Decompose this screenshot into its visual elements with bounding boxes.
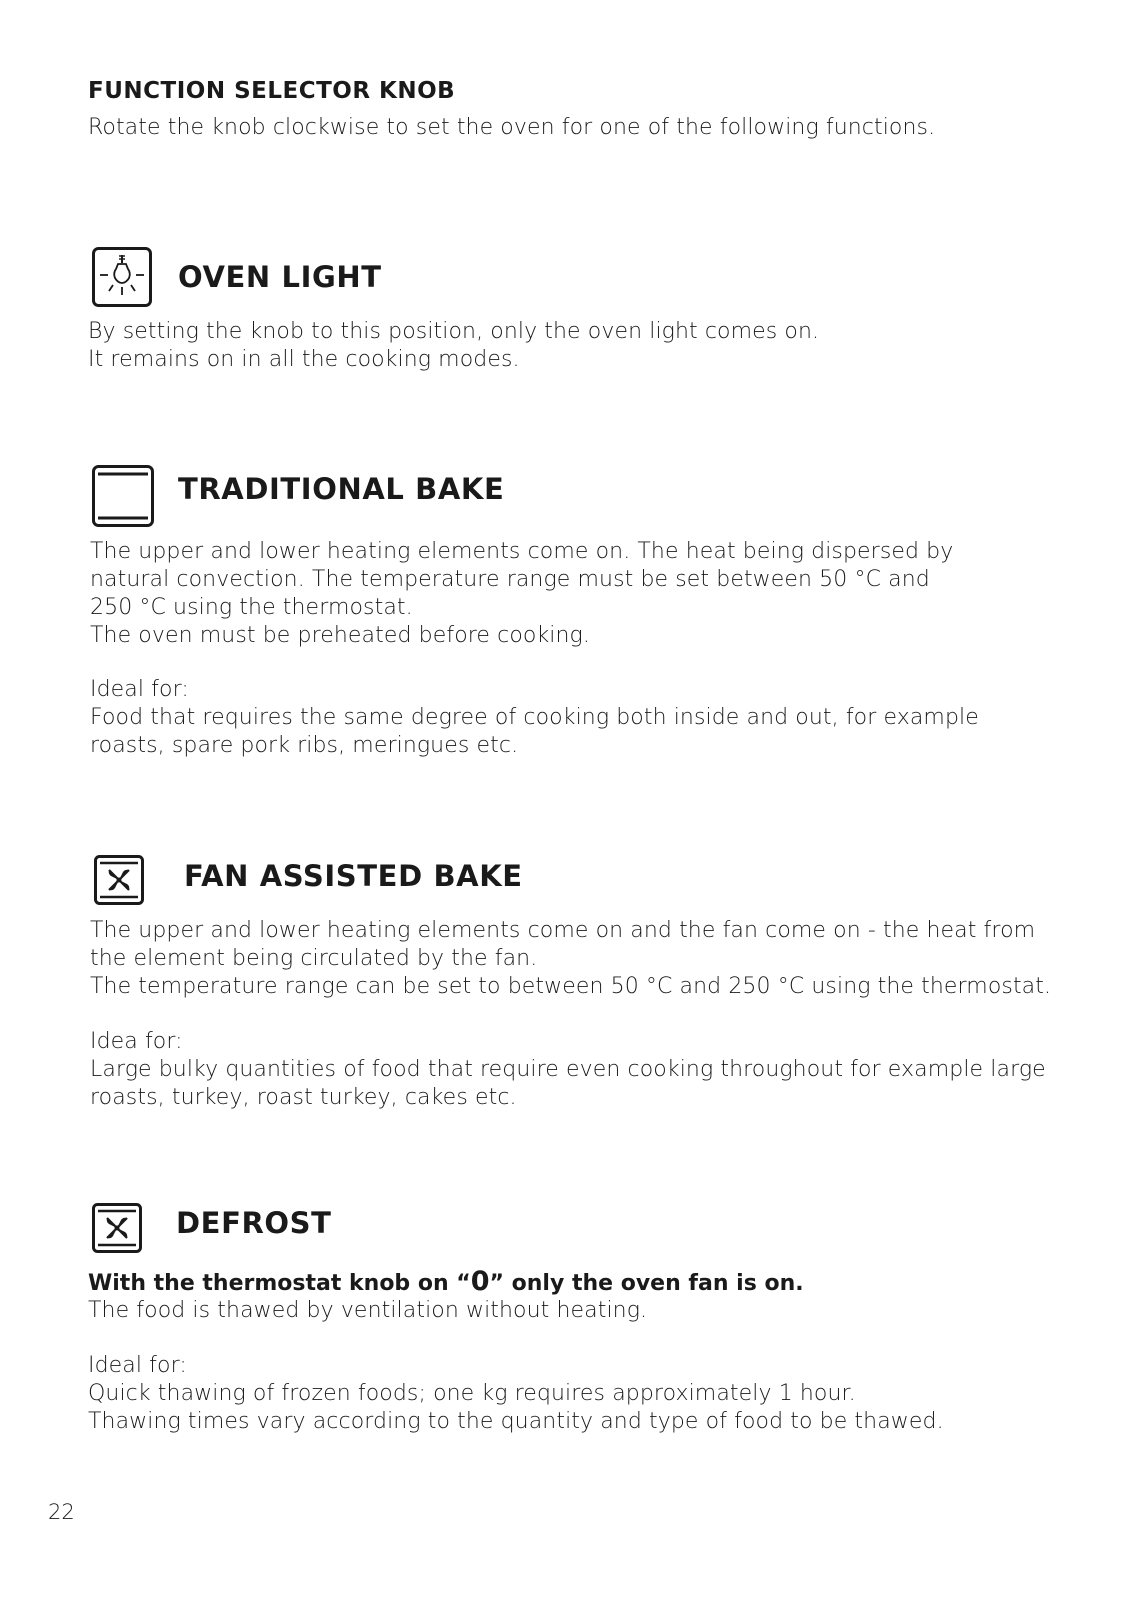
fan-bake-ideal-label: Idea for: — [90, 1029, 183, 1054]
traditional-bake-ideal-label: Ideal for: — [90, 677, 189, 702]
fan-bake-line-1: The upper and lower heating elements come on and the fan come on - the heat from — [90, 918, 1036, 943]
fan-bake-line-2: the element being circulated by the fan. — [90, 946, 538, 971]
oven-light-icon — [92, 247, 152, 307]
defrost-bold-after: ” only the oven fan is on. — [489, 1271, 804, 1296]
traditional-bake-ideal-line-2: roasts, spare pork ribs, meringues etc. — [90, 733, 519, 758]
page-number: 22 — [48, 1500, 75, 1524]
defrost-bold-zero: 0 — [470, 1266, 490, 1297]
fan-bake-line-3: The temperature range can be set to between 50 °C and 250 °C using the thermostat. — [90, 974, 1052, 999]
traditional-bake-icon — [92, 465, 154, 527]
fan-bake-ideal-line-1: Large bulky quantities of food that require even cooking throughout for example large — [90, 1057, 1046, 1082]
traditional-bake-ideal-line-1: Food that requires the same degree of cooking both inside and out, for example — [90, 705, 979, 730]
oven-light-line-1: By setting the knob to this position, only the oven light comes on. — [88, 319, 820, 344]
defrost-ideal-line-2: Thawing times vary according to the quantity and type of food to be thawed. — [88, 1409, 944, 1434]
defrost-ideal-line-1: Quick thawing of frozen foods; one kg requires approximately 1 hour. — [88, 1381, 856, 1406]
traditional-bake-line-3: 250 °C using the thermostat. — [90, 595, 413, 620]
defrost-bold-before: With the thermostat knob on “ — [88, 1271, 471, 1296]
defrost-line: The food is thawed by ventilation without heating. — [88, 1298, 648, 1323]
oven-light-line-2: It remains on in all the cooking modes. — [88, 347, 520, 372]
heading-defrost: DEFROST — [176, 1206, 332, 1240]
defrost-bold-line — [88, 1266, 804, 1297]
traditional-bake-line-4: The oven must be preheated before cooking. — [90, 623, 590, 648]
fan-bake-ideal-line-2: roasts, turkey, roast turkey, cakes etc. — [90, 1085, 517, 1110]
traditional-bake-line-2: natural convection. The temperature range must be set between 50 °C and — [90, 567, 930, 592]
traditional-bake-line-1: The upper and lower heating elements come on. The heat being dispersed by — [90, 539, 954, 564]
heading-oven-light: OVEN LIGHT — [178, 260, 382, 294]
defrost-fan-icon — [92, 1203, 142, 1253]
heading-traditional-bake: TRADITIONAL BAKE — [178, 472, 505, 506]
section-title-function-selector: FUNCTION SELECTOR KNOB — [88, 78, 456, 104]
heading-fan-assisted-bake: FAN ASSISTED BAKE — [184, 859, 523, 893]
fan-icon — [94, 855, 144, 905]
intro-text: Rotate the knob clockwise to set the oven for one of the following functions. — [88, 115, 936, 140]
defrost-ideal-label: Ideal for: — [88, 1353, 187, 1378]
